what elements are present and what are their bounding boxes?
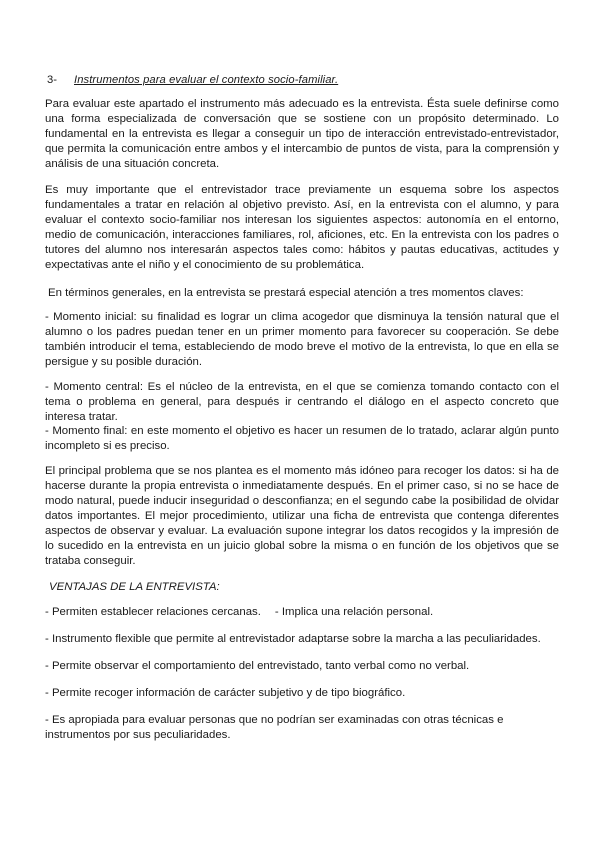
paragraph-intro: Para evaluar este apartado el instrumento más adecuado es la entrevista. Ésta suele definirse como una forma especializada de conversación que se sostiene con un propósito determinado. Lo fundamental en la entrevista es llegar a conseguir un tipo de interacción entrevistado-entrevistador, que permita la comunicación entre ambos y el intercambio de puntos de vista, para la comprensión y análisis de una situación concreta. [45, 98, 559, 170]
paragraph-momento-final: - Momento final: en este momento el objetivo es hacer un resumen de lo tratado, aclarar algún punto incompleto si es preciso. [45, 425, 559, 452]
paragraph-momentos: En términos generales, en la entrevista se prestará especial atención a tres momentos claves: [48, 287, 524, 299]
ventajas-item-3: - Permite observar el comportamiento del entrevistado, tanto verbal como no verbal. [45, 660, 470, 672]
section-heading [47, 73, 338, 87]
ventajas-item-2: - Instrumento flexible que permite al entrevistador adaptarse sobre la marcha a las peculiaridades. [45, 633, 541, 645]
paragraph-esquema: Es muy importante que el entrevistador trace previamente un esquema sobre los aspectos fundamentales a tratar en relación al objetivo previsto. Así, en la entrevista con el alumno, y para evaluar el contexto socio-familiar nos interesan los siguientes aspectos: autonomía en el entorno, medio de comunicación, interacciones familiares, rol, aficiones, etc. En la entrevista con los padres o tutores del alumno nos interesarán aspectos tales como: hábitos y pautas educativas, actitudes y expectativas ante el niño y el conocimiento de su problemática. [45, 184, 559, 271]
ventajas-heading: VENTAJAS DE LA ENTREVISTA: [49, 581, 220, 593]
section-number: 3- [47, 74, 57, 86]
section-title: Instrumentos para evaluar el contexto socio-familiar. [74, 74, 339, 86]
ventajas-item-5: - Es apropiada para evaluar personas que no podrían ser examinadas con otras técnicas e instrumentos por sus peculiaridades. [45, 714, 504, 741]
ventajas-item-1b: - Implica una relación personal. [274, 606, 434, 618]
ventajas-item-1 [45, 605, 559, 620]
paragraph-problema: El principal problema que se nos plantea es el momento más idóneo para recoger los datos: si ha de hacerse durante la propia entrevista o inmediatamente después. En el primer caso, si no se hace de modo natural, puede inducir inseguridad o desconfianza; en el segundo cabe la posibilidad de olvidar datos importantes. El mejor procedimiento, utilizar una ficha de entrevista que contenga diferentes aspectos de observar y evaluar. La evaluación supone integrar los datos recogidos y la impresión de lo sucedido en la entrevista en un juicio global sobre la misma o en función de los objetivos que se trataba conseguir. [45, 465, 559, 567]
ventajas-item-1a: - Permiten establecer relaciones cercanas. [45, 606, 261, 618]
paragraph-momento-inicial: - Momento inicial: su finalidad es lograr un clima acogedor que disminuya la tensión natural que el alumno o los padres puedan tener en un primer momento para favorecer su cooperación. Se debe también introducir el tema, estableciendo de modo breve el motivo de la entrevista, lo que en ella se persigue y su posible duración. [45, 311, 559, 368]
ventajas-item-4: - Permite recoger información de carácter subjetivo y de tipo biográfico. [45, 687, 406, 699]
paragraph-momento-central: - Momento central: Es el núcleo de la entrevista, en el que se comienza tomando contacto con el tema o problema en general, para después ir centrando el diálogo en el aspecto concreto que interesa tratar. [45, 381, 559, 423]
